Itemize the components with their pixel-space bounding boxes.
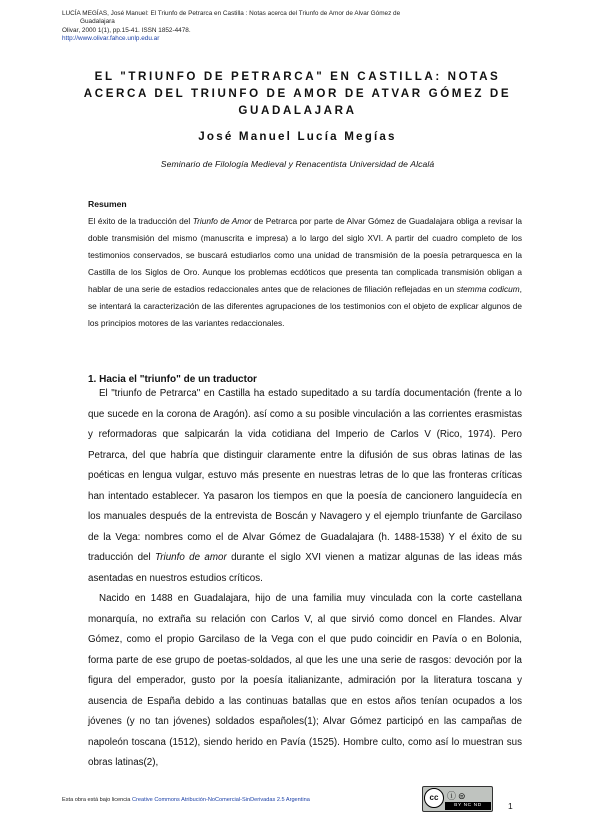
paragraph-2: Nacido en 1488 en Guadalajara, hijo de una familia muy vinculada con la corte castellana monarquía, no extraña su relación con Carlos V, al que sirvió como doncel en Flandes. Alvar Gómez, como el propio Garcilaso de la Vega con el que pudo coincidir en Pavía o en Bolonia, forma parte de ese grupo de poetas-soldados, al que les une una serie de rasgos: devoción por la figura del emperador, gusto por la poesía italianizante, admiración por la literatura toscana y ausencia de España debido a las continuas batallas que en estos años tenían ocupados a los jóvenes (y no tan jóvenes) soldados españoles(1); Alvar Gómez participó en las campañas de napoleón toscana (1512), siendo herido en Pavía (1525). Hombre culto, como así lo muestran sus obras latinas(2), [88,593,522,768]
article-title: EL "TRIUNFO DE PETRARCA" EN CASTILLA: NOTAS ACERCA DEL TRIUNFO DE AMOR DE ATVAR GÓMEZ DE GUADALAJARA [83,70,512,117]
paragraph-1: El "triunfo de Petrarca" en Castilla ha estado supeditado a su tardía documentación (frente a lo que sucede en la corona de Aragón). así como a su posible vinculación a las corrientes erasmistas y reformadoras que salpicarán la vida cotidiana del Imperio de Carlos V (Rico, 1974). Pero Petrarca, del que habría que distinguir claramente entre la difusión de sus obras latinas de las poéticas en lengua vulgar, estuvo más presente en nuestras letras de lo que las fronteras críticas han intentado establecer. Ya pasaron los tiempos en que la poesía de cancionero languidecía en los manuales después de la entrevista de Boscán y Navagero y el ejemplo triunfante de Garcilaso de la Vega: nombres como el de Alvar Gómez de Guadalajara (h. 1488-1538) Y el éxito de su traducción del Triunfo de amor durante el siglo XVI vienen a matizar algunas de las ideas más asentadas en nuestros estudios críticos. [88,388,523,584]
author-name: José Manuel Lucía Megías [198,130,397,143]
license-link[interactable]: Creative Commons Atribución-NoComercial-SinDerivadas 2.5 Argentina [131,797,310,803]
header-journal: Olivar, 2000 1(1), pp.15-41. ISSN 1852-4478. [62,26,191,34]
cc-license-badge[interactable] [422,786,493,812]
section-body [88,384,522,774]
header-citation-cont: Guadalajara [80,18,115,26]
cc-attribution-icons: ⓘ⊜ [447,791,468,801]
abstract-text: El éxito de la traducción del Triunfo de Amor de Petrarca por parte de Alvar Gómez de Guadalajara obliga a revisar la doble transmisión del mismo (manuscrita e impresa) a lo largo del siglo XVI. A partir del cuadro completo de los testimonios conservados, se buscará estudiarlos como una unidad de transmisión de la poesía petrarquesca en la Castilla de los Siglos de Oro. Aunque los problemas ecdóticos que presenta tan complicada transmisión obligan a hablar de una serie de estadios redaccionales antes que de relaciones de filiación reflejadas en un stemma codicum, se intentará la caracterización de las diferentes agrupaciones de los testimonios con el objeto de explicar algunos de los principios motores de las variantes redaccionales. [88,216,522,329]
license-note: Esta obra está bajo licencia Creative Commons Atribución-NoComercial-SinDerivadas 2.5 Argentina [62,797,310,803]
running-header [62,10,532,44]
author-affiliation: Seminario de Filología Medieval y Renacentista Universidad de Alcalá [160,159,435,169]
cc-terms-label: BY NC ND [445,802,491,810]
page-number: 1 [508,801,513,811]
section-heading: 1. Hacia el "triunfo" de un traductor [88,374,257,385]
abstract-heading: Resumen [88,199,127,209]
cc-logo-icon: cc [424,788,444,808]
header-url-link[interactable]: http://www.olivar.fahce.unlp.edu.ar [62,35,160,43]
header-citation: LUCÍA MEGÍAS, José Manuel: El Triunfo de Petrarca en Castilla : Notas acerca del Triunfo de Amor de Alvar Gómez de [62,10,401,17]
